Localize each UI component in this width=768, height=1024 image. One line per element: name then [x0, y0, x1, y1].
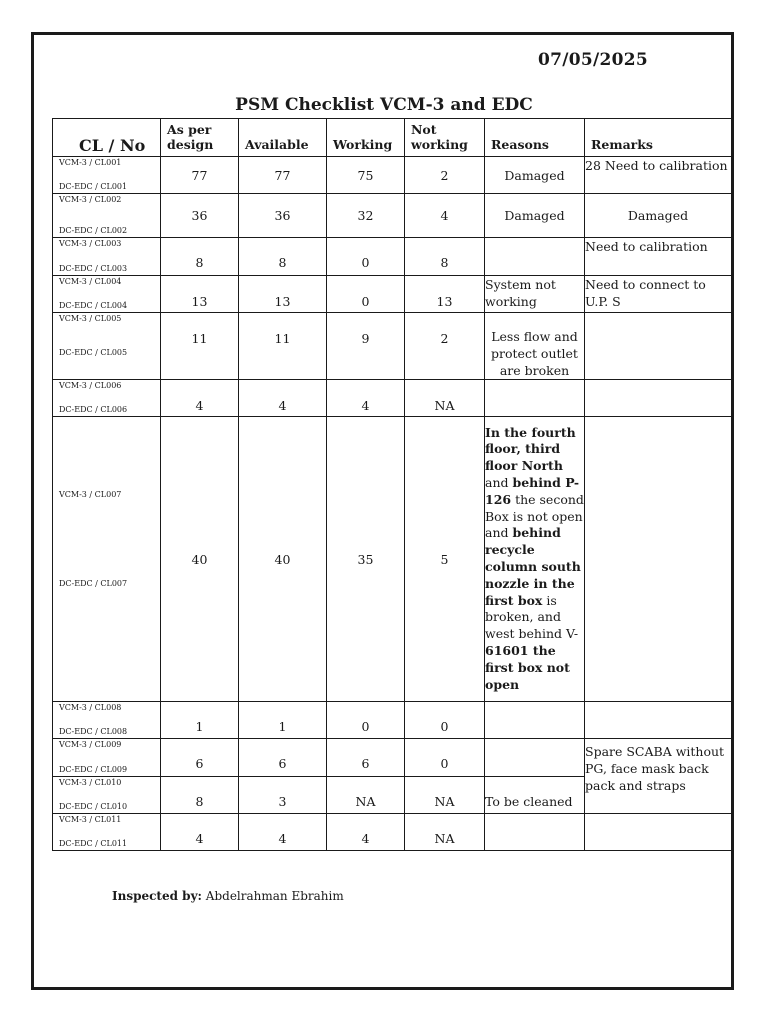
cl-id-vcm: VCM-3 / CL001: [59, 158, 122, 167]
column-header-part: Not: [411, 122, 437, 137]
column-header-part: working: [411, 137, 468, 152]
not-working-cell: 2: [405, 157, 485, 194]
remark-cell: [585, 417, 732, 702]
remark-cell: Spare SCABA without PG, face mask back pack and straps: [585, 739, 732, 814]
inspector-name: Abdelrahman Ebrahim: [201, 889, 344, 903]
cl-number-cell: [53, 777, 161, 814]
remark-cell: Need to calibration: [585, 238, 732, 276]
working-cell: 35: [327, 417, 405, 702]
as-per-design-cell: 8: [161, 777, 239, 814]
cl-id-vcm: VCM-3 / CL010: [59, 778, 122, 787]
reason-cell: [485, 238, 585, 276]
reason-cell: [485, 702, 585, 739]
not-working-cell: NA: [405, 777, 485, 814]
working-cell: 9: [327, 313, 405, 380]
cl-number-cell: [53, 313, 161, 380]
inspected-by-label: Inspected by:: [112, 889, 202, 903]
cl-id-vcm: VCM-3 / CL005: [59, 314, 122, 323]
available-cell: 3: [239, 777, 327, 814]
cl-id-edc: DC-EDC / CL011: [59, 839, 128, 848]
reason-text-bold: 61601 the first box not open: [485, 642, 570, 692]
cl-number-cell: [53, 380, 161, 417]
cl-id-vcm: VCM-3 / CL007: [59, 490, 122, 499]
cl-number-cell: [53, 157, 161, 194]
available-cell: 6: [239, 739, 327, 777]
not-working-cell: NA: [405, 380, 485, 417]
cl-id-edc: DC-EDC / CL004: [59, 301, 128, 310]
column-header-cl-no: CL / No: [53, 119, 161, 157]
table-row: [53, 702, 732, 739]
remark-cell: [585, 702, 732, 739]
reason-cell: Damaged: [485, 194, 585, 238]
column-header-as-per-design: [161, 119, 239, 157]
table-row: [53, 417, 732, 702]
not-working-cell: 13: [405, 276, 485, 313]
not-working-cell: 2: [405, 313, 485, 380]
column-header-part: As per: [167, 122, 212, 137]
cl-id-edc: DC-EDC / CL002: [59, 226, 128, 235]
table-row: [53, 238, 732, 276]
reason-cell: System not working: [485, 276, 585, 313]
cl-id-vcm: VCM-3 / CL008: [59, 703, 122, 712]
cl-number-cell: [53, 814, 161, 851]
cl-id-edc: DC-EDC / CL005: [59, 348, 128, 357]
reason-cell: [485, 380, 585, 417]
reason-cell: [485, 417, 585, 702]
as-per-design-cell: 4: [161, 814, 239, 851]
working-cell: 75: [327, 157, 405, 194]
reason-cell: [485, 814, 585, 851]
document-title: PSM Checklist VCM-3 and EDC: [235, 95, 533, 115]
column-header-not-working: [405, 119, 485, 157]
table-row: [53, 194, 732, 238]
cl-number-cell: [53, 739, 161, 777]
table-header-row: [53, 119, 732, 157]
available-cell: 4: [239, 380, 327, 417]
remark-cell: Need to connect to U.P. S: [585, 276, 732, 313]
cl-id-vcm: VCM-3 / CL004: [59, 277, 122, 286]
as-per-design-cell: 6: [161, 739, 239, 777]
as-per-design-cell: 40: [161, 417, 239, 702]
reason-cell: [485, 739, 585, 777]
column-header-reasons: Reasons: [485, 119, 585, 157]
remark-cell: [585, 380, 732, 417]
cl-number-cell: [53, 194, 161, 238]
cl-id-edc: DC-EDC / CL001: [59, 182, 128, 191]
available-cell: 13: [239, 276, 327, 313]
reason-text-bold: behind recycle column south nozzle in the first box: [485, 525, 581, 608]
working-cell: 4: [327, 380, 405, 417]
as-per-design-cell: 8: [161, 238, 239, 276]
reason-cell: Less flow and protect outlet are broken: [485, 313, 585, 380]
reason-text-bold: behind P-126: [485, 475, 580, 507]
reason-text: and: [485, 475, 513, 491]
column-header-remarks: Remarks: [585, 119, 732, 157]
available-cell: 11: [239, 313, 327, 380]
working-cell: 0: [327, 702, 405, 739]
cl-id-edc: DC-EDC / CL006: [59, 405, 128, 414]
cl-id-vcm: VCM-3 / CL006: [59, 381, 122, 390]
reason-cell: Damaged: [485, 157, 585, 194]
cl-number-cell: [53, 417, 161, 702]
cl-id-vcm: VCM-3 / CL009: [59, 740, 122, 749]
remark-cell: [585, 313, 732, 380]
table-row: [53, 276, 732, 313]
working-cell: 32: [327, 194, 405, 238]
available-cell: 40: [239, 417, 327, 702]
reason-text: is broken, and west behind V-: [485, 592, 579, 642]
reason-cell: To be cleaned: [485, 777, 585, 814]
not-working-cell: NA: [405, 814, 485, 851]
cl-number-cell: [53, 702, 161, 739]
cl-id-vcm: VCM-3 / CL002: [59, 195, 122, 204]
as-per-design-cell: 13: [161, 276, 239, 313]
as-per-design-cell: 1: [161, 702, 239, 739]
available-cell: 8: [239, 238, 327, 276]
as-per-design-cell: 77: [161, 157, 239, 194]
working-cell: 4: [327, 814, 405, 851]
not-working-cell: 0: [405, 739, 485, 777]
not-working-cell: 5: [405, 417, 485, 702]
available-cell: 77: [239, 157, 327, 194]
available-cell: 4: [239, 814, 327, 851]
working-cell: 0: [327, 276, 405, 313]
working-cell: 6: [327, 739, 405, 777]
working-cell: NA: [327, 777, 405, 814]
working-cell: 0: [327, 238, 405, 276]
not-working-cell: 0: [405, 702, 485, 739]
cl-id-edc: DC-EDC / CL010: [59, 802, 128, 811]
table-row: [53, 380, 732, 417]
cl-id-edc: DC-EDC / CL007: [59, 579, 128, 588]
reason-text: the second Box is not open and: [485, 491, 584, 541]
as-per-design-cell: 4: [161, 380, 239, 417]
cl-number-cell: [53, 276, 161, 313]
remark-cell: Damaged: [585, 194, 732, 238]
column-header-available: Available: [239, 119, 327, 157]
document-date: 07/05/2025: [538, 50, 649, 70]
column-header-part: design: [167, 137, 214, 152]
table-row: [53, 157, 732, 194]
table-row: [53, 313, 732, 380]
inspected-by-line: [112, 889, 344, 903]
reason-text-bold: In the fourth floor, third floor North: [485, 424, 576, 474]
available-cell: 36: [239, 194, 327, 238]
cl-id-edc: DC-EDC / CL008: [59, 727, 128, 736]
cl-id-edc: DC-EDC / CL003: [59, 264, 128, 273]
as-per-design-cell: 11: [161, 313, 239, 380]
checklist-table: [52, 118, 732, 851]
cl-number-cell: [53, 238, 161, 276]
not-working-cell: 8: [405, 238, 485, 276]
as-per-design-cell: 36: [161, 194, 239, 238]
cl-id-vcm: VCM-3 / CL011: [59, 815, 122, 824]
not-working-cell: 4: [405, 194, 485, 238]
table-row: [53, 739, 732, 777]
column-header-working: Working: [327, 119, 405, 157]
table-row: [53, 814, 732, 851]
available-cell: 1: [239, 702, 327, 739]
remark-cell: 28 Need to calibration: [585, 157, 732, 194]
remark-cell: [585, 814, 732, 851]
cl-id-vcm: VCM-3 / CL003: [59, 239, 122, 248]
cl-id-edc: DC-EDC / CL009: [59, 765, 128, 774]
